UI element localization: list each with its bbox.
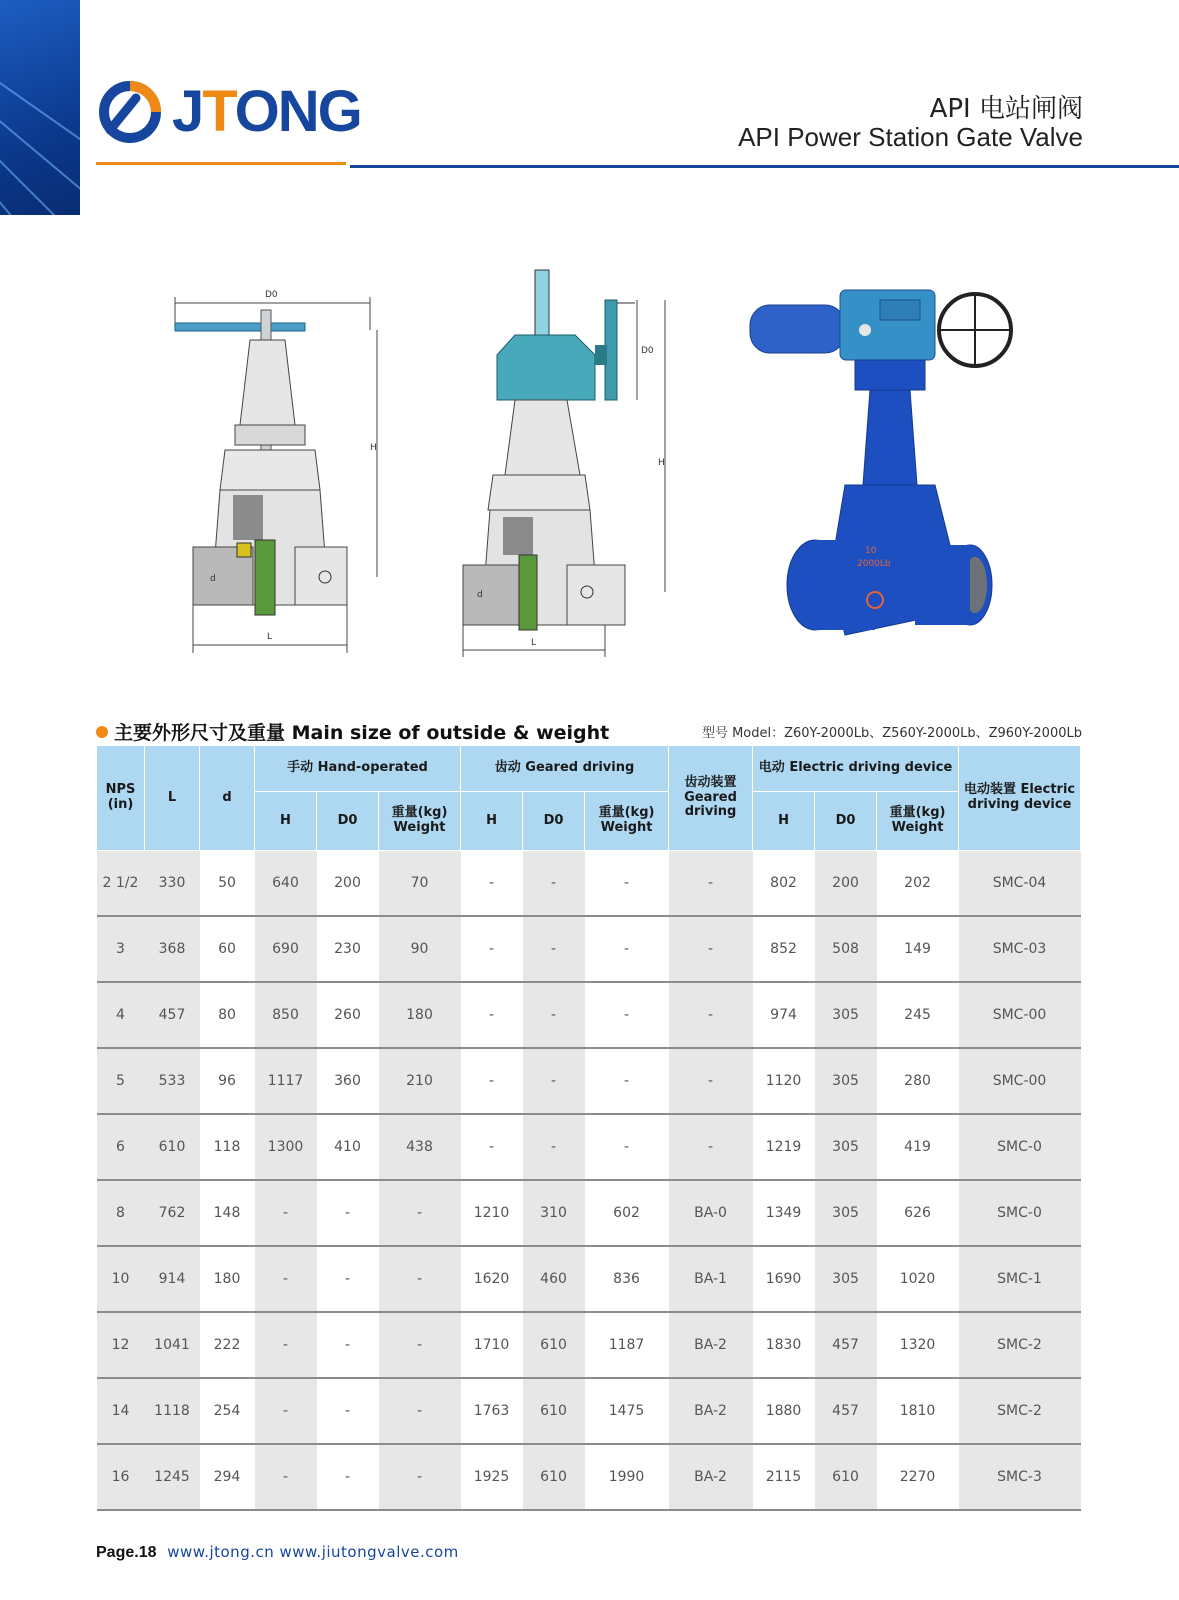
body-marking-rating: 2000Lb (857, 559, 891, 569)
cell-gear-w: 1475 (585, 1378, 669, 1444)
body-marking: 10 (865, 546, 877, 556)
cell-hand-w: - (379, 1444, 461, 1510)
cell-d: 180 (200, 1246, 255, 1312)
cell-elec-h: 1830 (753, 1312, 815, 1378)
header-l: L (145, 746, 200, 851)
table-row (97, 1378, 1081, 1444)
cell-d: 222 (200, 1312, 255, 1378)
header-geared-device: 齿动装置 Geared driving (669, 746, 753, 851)
cell-elec-d0: 305 (815, 1048, 877, 1114)
cell-hand-d0: 410 (317, 1114, 379, 1180)
cell-gear-dev: BA-0 (669, 1180, 753, 1246)
cell-d: 60 (200, 916, 255, 982)
cell-hand-d0: - (317, 1444, 379, 1510)
cell-elec-dev: SMC-04 (959, 851, 1081, 917)
cell-gear-h: 1210 (461, 1180, 523, 1246)
cell-gear-w: - (585, 916, 669, 982)
cell-d: 148 (200, 1180, 255, 1246)
cell-gear-dev: BA-2 (669, 1378, 753, 1444)
cell-d: 254 (200, 1378, 255, 1444)
model-line: 型号 Model：Z60Y-2000Lb、Z560Y-2000Lb、Z960Y-2000Lb (701, 726, 1082, 741)
cell-gear-w: - (585, 1114, 669, 1180)
section-heading-text: 主要外形尺寸及重量 Main size of outside & weight (114, 722, 610, 744)
cell-hand-h: 690 (255, 916, 317, 982)
dim-h-label: H (658, 458, 665, 468)
header-gear-weight: 重量(kg) Weight (585, 792, 669, 851)
cell-elec-w: 1320 (877, 1312, 959, 1378)
table-row (97, 1114, 1081, 1180)
cell-nps: 16 (97, 1444, 145, 1510)
cell-elec-d0: 305 (815, 1180, 877, 1246)
cell-hand-w: - (379, 1312, 461, 1378)
header-gear-h: H (461, 792, 523, 851)
header-rule (350, 165, 1179, 168)
cell-elec-h: 1880 (753, 1378, 815, 1444)
cell-elec-dev: SMC-2 (959, 1378, 1081, 1444)
cell-nps: 2 1/2 (97, 851, 145, 917)
cell-elec-h: 1690 (753, 1246, 815, 1312)
cell-nps: 14 (97, 1378, 145, 1444)
cell-elec-dev: SMC-0 (959, 1114, 1081, 1180)
header-group-geared: 齿动 Geared driving (461, 746, 669, 792)
page-title-en: API Power Station Gate Valve (738, 122, 1083, 152)
cell-hand-d0: 260 (317, 982, 379, 1048)
cell-hand-h: 1117 (255, 1048, 317, 1114)
cell-elec-h: 1219 (753, 1114, 815, 1180)
table-row (97, 1312, 1081, 1378)
cell-elec-w: 149 (877, 916, 959, 982)
cell-gear-d0: - (523, 1048, 585, 1114)
cell-l: 1041 (145, 1312, 200, 1378)
cell-nps: 5 (97, 1048, 145, 1114)
cell-elec-d0: 457 (815, 1312, 877, 1378)
cell-l: 368 (145, 916, 200, 982)
cell-d: 50 (200, 851, 255, 917)
table-row (97, 916, 1081, 982)
cell-gear-w: 602 (585, 1180, 669, 1246)
cell-nps: 10 (97, 1246, 145, 1312)
cell-nps: 6 (97, 1114, 145, 1180)
cell-nps: 3 (97, 916, 145, 982)
cell-gear-dev: - (669, 982, 753, 1048)
cell-gear-h: - (461, 916, 523, 982)
cell-gear-w: - (585, 982, 669, 1048)
cell-gear-dev: BA-2 (669, 1444, 753, 1510)
cell-elec-w: 626 (877, 1180, 959, 1246)
page-number: Page.18 (96, 1544, 157, 1561)
header-elec-h: H (753, 792, 815, 851)
header-hand-h: H (255, 792, 317, 851)
cell-gear-d0: - (523, 982, 585, 1048)
table-row (97, 1048, 1081, 1114)
electric-valve-photo (745, 285, 1030, 660)
dim-d-label: d (477, 590, 483, 600)
header-group-hand: 手动 Hand-operated (255, 746, 461, 792)
dim-d0-label: D0 (265, 290, 278, 300)
cell-hand-h: - (255, 1312, 317, 1378)
cell-gear-d0: 310 (523, 1180, 585, 1246)
cell-l: 1245 (145, 1444, 200, 1510)
cell-nps: 8 (97, 1180, 145, 1246)
logo-mark-icon (96, 78, 164, 146)
cell-elec-w: 245 (877, 982, 959, 1048)
cell-gear-w: 1187 (585, 1312, 669, 1378)
section-heading (96, 718, 609, 745)
cell-gear-d0: - (523, 851, 585, 917)
table-row (97, 1444, 1081, 1510)
cell-nps: 12 (97, 1312, 145, 1378)
cell-gear-h: - (461, 1048, 523, 1114)
cell-l: 330 (145, 851, 200, 917)
cell-elec-h: 852 (753, 916, 815, 982)
dim-l-label: L (267, 632, 273, 642)
cell-gear-d0: - (523, 916, 585, 982)
cell-gear-d0: 610 (523, 1444, 585, 1510)
cell-gear-h: - (461, 982, 523, 1048)
cell-hand-h: - (255, 1444, 317, 1510)
cell-elec-dev: SMC-3 (959, 1444, 1081, 1510)
cell-gear-dev: BA-1 (669, 1246, 753, 1312)
table-row (97, 1246, 1081, 1312)
logo-underline (96, 162, 346, 165)
cell-gear-w: 1990 (585, 1444, 669, 1510)
cell-elec-d0: 200 (815, 851, 877, 917)
cell-elec-dev: SMC-03 (959, 916, 1081, 982)
cell-elec-w: 1020 (877, 1246, 959, 1312)
cell-elec-d0: 305 (815, 1114, 877, 1180)
page-footer (96, 1543, 459, 1562)
bullet-icon (96, 726, 108, 738)
cell-elec-dev: SMC-0 (959, 1180, 1081, 1246)
cell-elec-w: 419 (877, 1114, 959, 1180)
cell-hand-h: - (255, 1378, 317, 1444)
cell-elec-dev: SMC-2 (959, 1312, 1081, 1378)
table-row (97, 982, 1081, 1048)
cell-hand-h: - (255, 1180, 317, 1246)
cell-gear-h: 1763 (461, 1378, 523, 1444)
cell-hand-d0: 360 (317, 1048, 379, 1114)
cell-l: 914 (145, 1246, 200, 1312)
cell-l: 762 (145, 1180, 200, 1246)
cell-gear-d0: - (523, 1114, 585, 1180)
geared-valve-drawing (455, 255, 695, 670)
cell-hand-w: 90 (379, 916, 461, 982)
header-elec-weight: 重量(kg) Weight (877, 792, 959, 851)
table-body (97, 851, 1081, 1511)
cell-elec-w: 280 (877, 1048, 959, 1114)
table-row (97, 851, 1081, 917)
cell-hand-w: - (379, 1378, 461, 1444)
cell-l: 457 (145, 982, 200, 1048)
cell-l: 533 (145, 1048, 200, 1114)
dim-l-label: L (531, 638, 537, 648)
header-elec-d0: D0 (815, 792, 877, 851)
footer-websites: www.jtong.cn www.jiutongvalve.com (167, 1543, 459, 1561)
cell-nps: 4 (97, 982, 145, 1048)
cell-gear-dev: - (669, 851, 753, 917)
cell-elec-d0: 305 (815, 1246, 877, 1312)
cell-gear-w: - (585, 1048, 669, 1114)
cell-hand-h: 640 (255, 851, 317, 917)
dim-d0-label: D0 (641, 346, 654, 356)
cell-elec-d0: 457 (815, 1378, 877, 1444)
cell-elec-dev: SMC-00 (959, 1048, 1081, 1114)
cell-hand-w: 438 (379, 1114, 461, 1180)
cell-elec-d0: 508 (815, 916, 877, 982)
cell-hand-d0: - (317, 1246, 379, 1312)
dimension-weight-table (96, 745, 1081, 1511)
cell-elec-h: 2115 (753, 1444, 815, 1510)
cell-elec-h: 1120 (753, 1048, 815, 1114)
page-title-cn: API 电站闸阀 (929, 94, 1083, 124)
cell-hand-h: 1300 (255, 1114, 317, 1180)
cell-elec-d0: 610 (815, 1444, 877, 1510)
cell-d: 96 (200, 1048, 255, 1114)
cell-elec-w: 202 (877, 851, 959, 917)
cell-hand-w: - (379, 1246, 461, 1312)
cell-gear-h: 1620 (461, 1246, 523, 1312)
cell-elec-h: 974 (753, 982, 815, 1048)
table-row (97, 1180, 1081, 1246)
cell-d: 118 (200, 1114, 255, 1180)
cell-hand-d0: 200 (317, 851, 379, 917)
cell-hand-d0: 230 (317, 916, 379, 982)
hand-operated-valve-drawing (165, 285, 390, 670)
header-electric-device: 电动装置 Electric driving device (959, 746, 1081, 851)
cell-gear-dev: - (669, 916, 753, 982)
header-gear-d0: D0 (523, 792, 585, 851)
corner-decoration (0, 0, 80, 215)
cell-hand-w: 210 (379, 1048, 461, 1114)
cell-hand-d0: - (317, 1312, 379, 1378)
cell-hand-h: - (255, 1246, 317, 1312)
cell-elec-w: 1810 (877, 1378, 959, 1444)
cell-hand-w: - (379, 1180, 461, 1246)
cell-gear-h: - (461, 1114, 523, 1180)
cell-elec-dev: SMC-1 (959, 1246, 1081, 1312)
header-d: d (200, 746, 255, 851)
header-hand-weight: 重量(kg) Weight (379, 792, 461, 851)
cell-gear-dev: BA-2 (669, 1312, 753, 1378)
cell-gear-d0: 460 (523, 1246, 585, 1312)
cell-hand-w: 70 (379, 851, 461, 917)
logo-text: JTONG (172, 79, 361, 144)
cell-elec-dev: SMC-00 (959, 982, 1081, 1048)
cell-hand-d0: - (317, 1378, 379, 1444)
cell-hand-h: 850 (255, 982, 317, 1048)
cell-gear-h: 1925 (461, 1444, 523, 1510)
cell-d: 294 (200, 1444, 255, 1510)
dim-d-label: d (210, 574, 216, 584)
cell-l: 610 (145, 1114, 200, 1180)
cell-elec-h: 1349 (753, 1180, 815, 1246)
cell-hand-w: 180 (379, 982, 461, 1048)
cell-elec-w: 2270 (877, 1444, 959, 1510)
cell-d: 80 (200, 982, 255, 1048)
cell-gear-dev: - (669, 1114, 753, 1180)
cell-l: 1118 (145, 1378, 200, 1444)
dim-h-label: H (370, 443, 377, 453)
cell-gear-w: 836 (585, 1246, 669, 1312)
cell-elec-d0: 305 (815, 982, 877, 1048)
cell-gear-d0: 610 (523, 1378, 585, 1444)
cell-hand-d0: - (317, 1180, 379, 1246)
cell-elec-h: 802 (753, 851, 815, 917)
cell-gear-h: - (461, 851, 523, 917)
company-logo (96, 78, 361, 146)
cell-gear-h: 1710 (461, 1312, 523, 1378)
cell-gear-dev: - (669, 1048, 753, 1114)
cell-gear-w: - (585, 851, 669, 917)
header-hand-d0: D0 (317, 792, 379, 851)
header-nps: NPS (in) (97, 746, 145, 851)
header-group-electric: 电动 Electric driving device (753, 746, 959, 792)
cell-gear-d0: 610 (523, 1312, 585, 1378)
